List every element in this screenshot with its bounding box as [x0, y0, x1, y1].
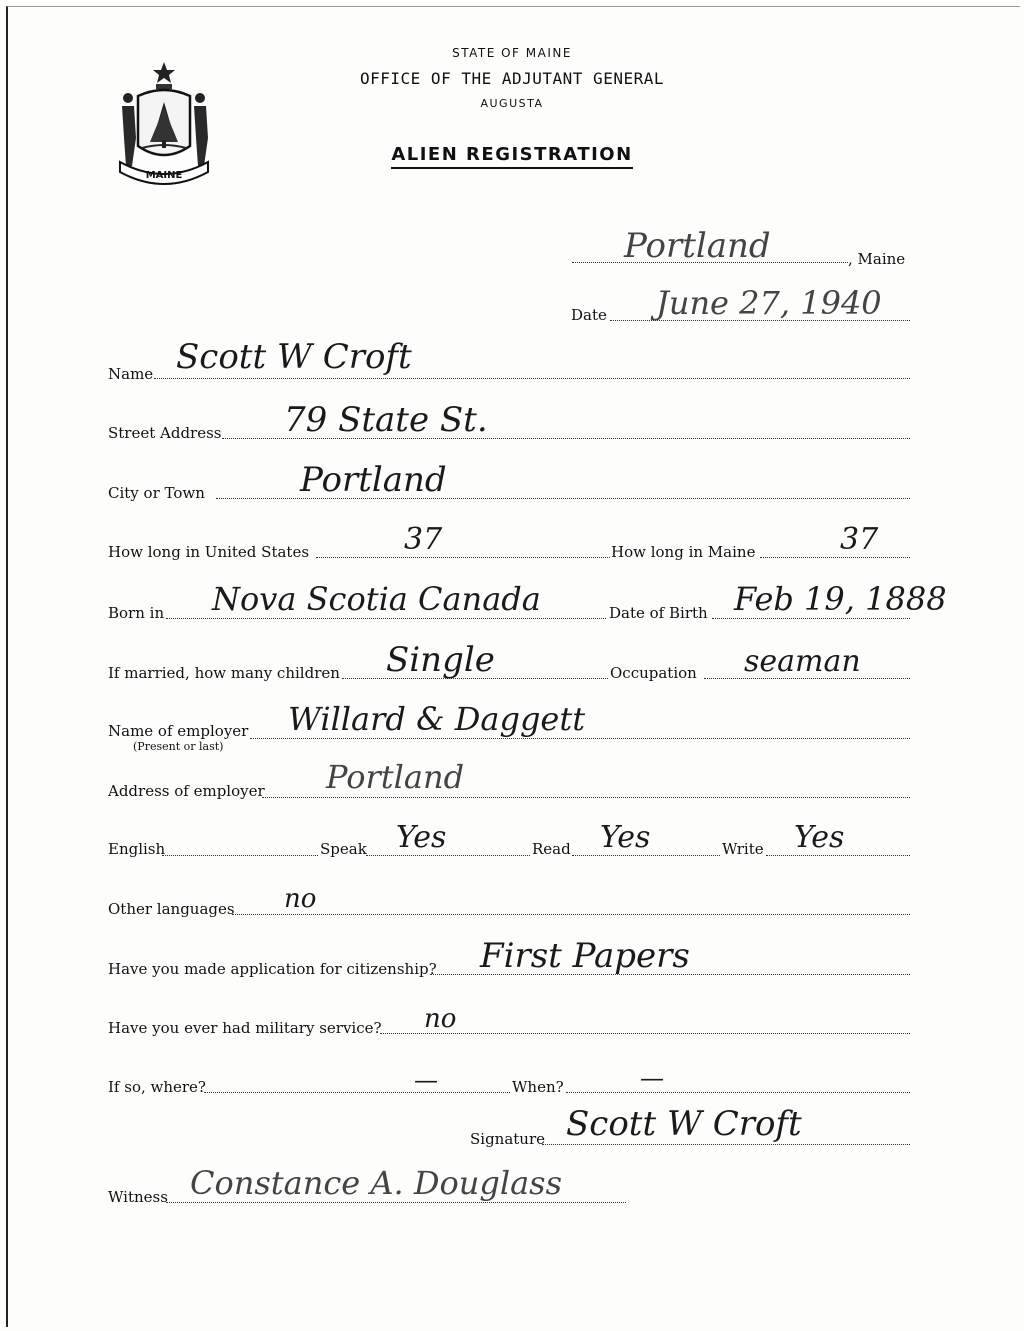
military-value: no	[424, 1004, 457, 1034]
how-long-us-line	[316, 557, 610, 558]
children-value: Single	[386, 640, 495, 680]
employer-sublabel: (Present or last)	[133, 740, 224, 753]
occupation-label: Occupation	[610, 664, 697, 682]
when-line	[566, 1092, 910, 1093]
other-languages-line	[232, 914, 910, 915]
form-title-wrap	[0, 144, 1024, 169]
citizenship-value: First Papers	[480, 936, 690, 976]
other-languages-label: Other languages	[108, 900, 235, 918]
maine-label: , Maine	[848, 250, 906, 268]
city-label: City or Town	[108, 484, 205, 502]
name-line	[154, 378, 910, 379]
witness-value: Constance A. Douglass	[190, 1164, 562, 1202]
read-line	[572, 855, 720, 856]
employer-value: Willard & Daggett	[288, 700, 586, 738]
write-label: Write	[722, 840, 764, 858]
born-in-value: Nova Scotia Canada	[212, 580, 541, 618]
date-label: Date	[571, 306, 607, 324]
when-value: —	[640, 1064, 664, 1092]
write-value: Yes	[794, 820, 845, 855]
children-label: If married, how many children	[108, 664, 340, 682]
where-value: —	[414, 1066, 438, 1094]
signature-line	[542, 1144, 910, 1145]
english-label: English	[108, 840, 166, 858]
how-long-maine-value: 37	[840, 522, 879, 557]
signature-value: Scott W Croft	[566, 1104, 802, 1144]
military-line	[380, 1033, 910, 1034]
speak-line	[366, 855, 530, 856]
header-office: OFFICE OF THE ADJUTANT GENERAL	[360, 69, 664, 88]
how-long-us-value: 37	[404, 522, 443, 557]
read-label: Read	[532, 840, 571, 858]
witness-label: Witness	[108, 1188, 168, 1206]
name-value: Scott W Croft	[176, 337, 412, 377]
citizenship-label: Have you made application for citizenship?	[108, 960, 437, 978]
signature-label: Signature	[470, 1130, 546, 1148]
how-long-maine-line	[760, 557, 910, 558]
employer-address-line	[262, 797, 910, 798]
employer-label: Name of employer	[108, 722, 249, 740]
english-line	[162, 855, 318, 856]
how-long-maine-label: How long in Maine	[611, 543, 756, 561]
street-label: Street Address	[108, 424, 222, 442]
date-value: June 27, 1940	[656, 284, 882, 322]
born-in-line	[166, 618, 606, 619]
read-value: Yes	[600, 820, 651, 855]
speak-label: Speak	[320, 840, 367, 858]
dob-value: Feb 19, 1888	[734, 580, 947, 618]
employer-line	[250, 738, 910, 739]
where-line	[204, 1092, 510, 1093]
occupation-value: seaman	[744, 644, 861, 679]
name-label: Name	[108, 365, 154, 383]
header-city: AUGUSTA	[480, 97, 544, 110]
other-languages-value: no	[284, 884, 317, 914]
seal-banner-text: MAINE	[145, 170, 183, 181]
military-label: Have you ever had military service?	[108, 1019, 382, 1037]
employer-address-value: Portland	[326, 758, 465, 796]
when-label: When?	[512, 1078, 564, 1096]
witness-line	[166, 1202, 626, 1203]
how-long-us-label: How long in United States	[108, 543, 310, 561]
write-line	[766, 855, 910, 856]
speak-value: Yes	[396, 820, 447, 855]
form-title: ALIEN REGISTRATION	[391, 144, 632, 169]
born-in-label: Born in	[108, 604, 165, 622]
where-label: If so, where?	[108, 1078, 206, 1096]
header-state: STATE OF MAINE	[452, 46, 572, 60]
place-value: Portland	[624, 226, 771, 266]
employer-address-label: Address of employer	[108, 782, 265, 800]
dob-line	[712, 618, 910, 619]
dob-label: Date of Birth	[609, 604, 708, 622]
street-value: 79 State St.	[284, 400, 488, 440]
city-value: Portland	[300, 460, 447, 500]
